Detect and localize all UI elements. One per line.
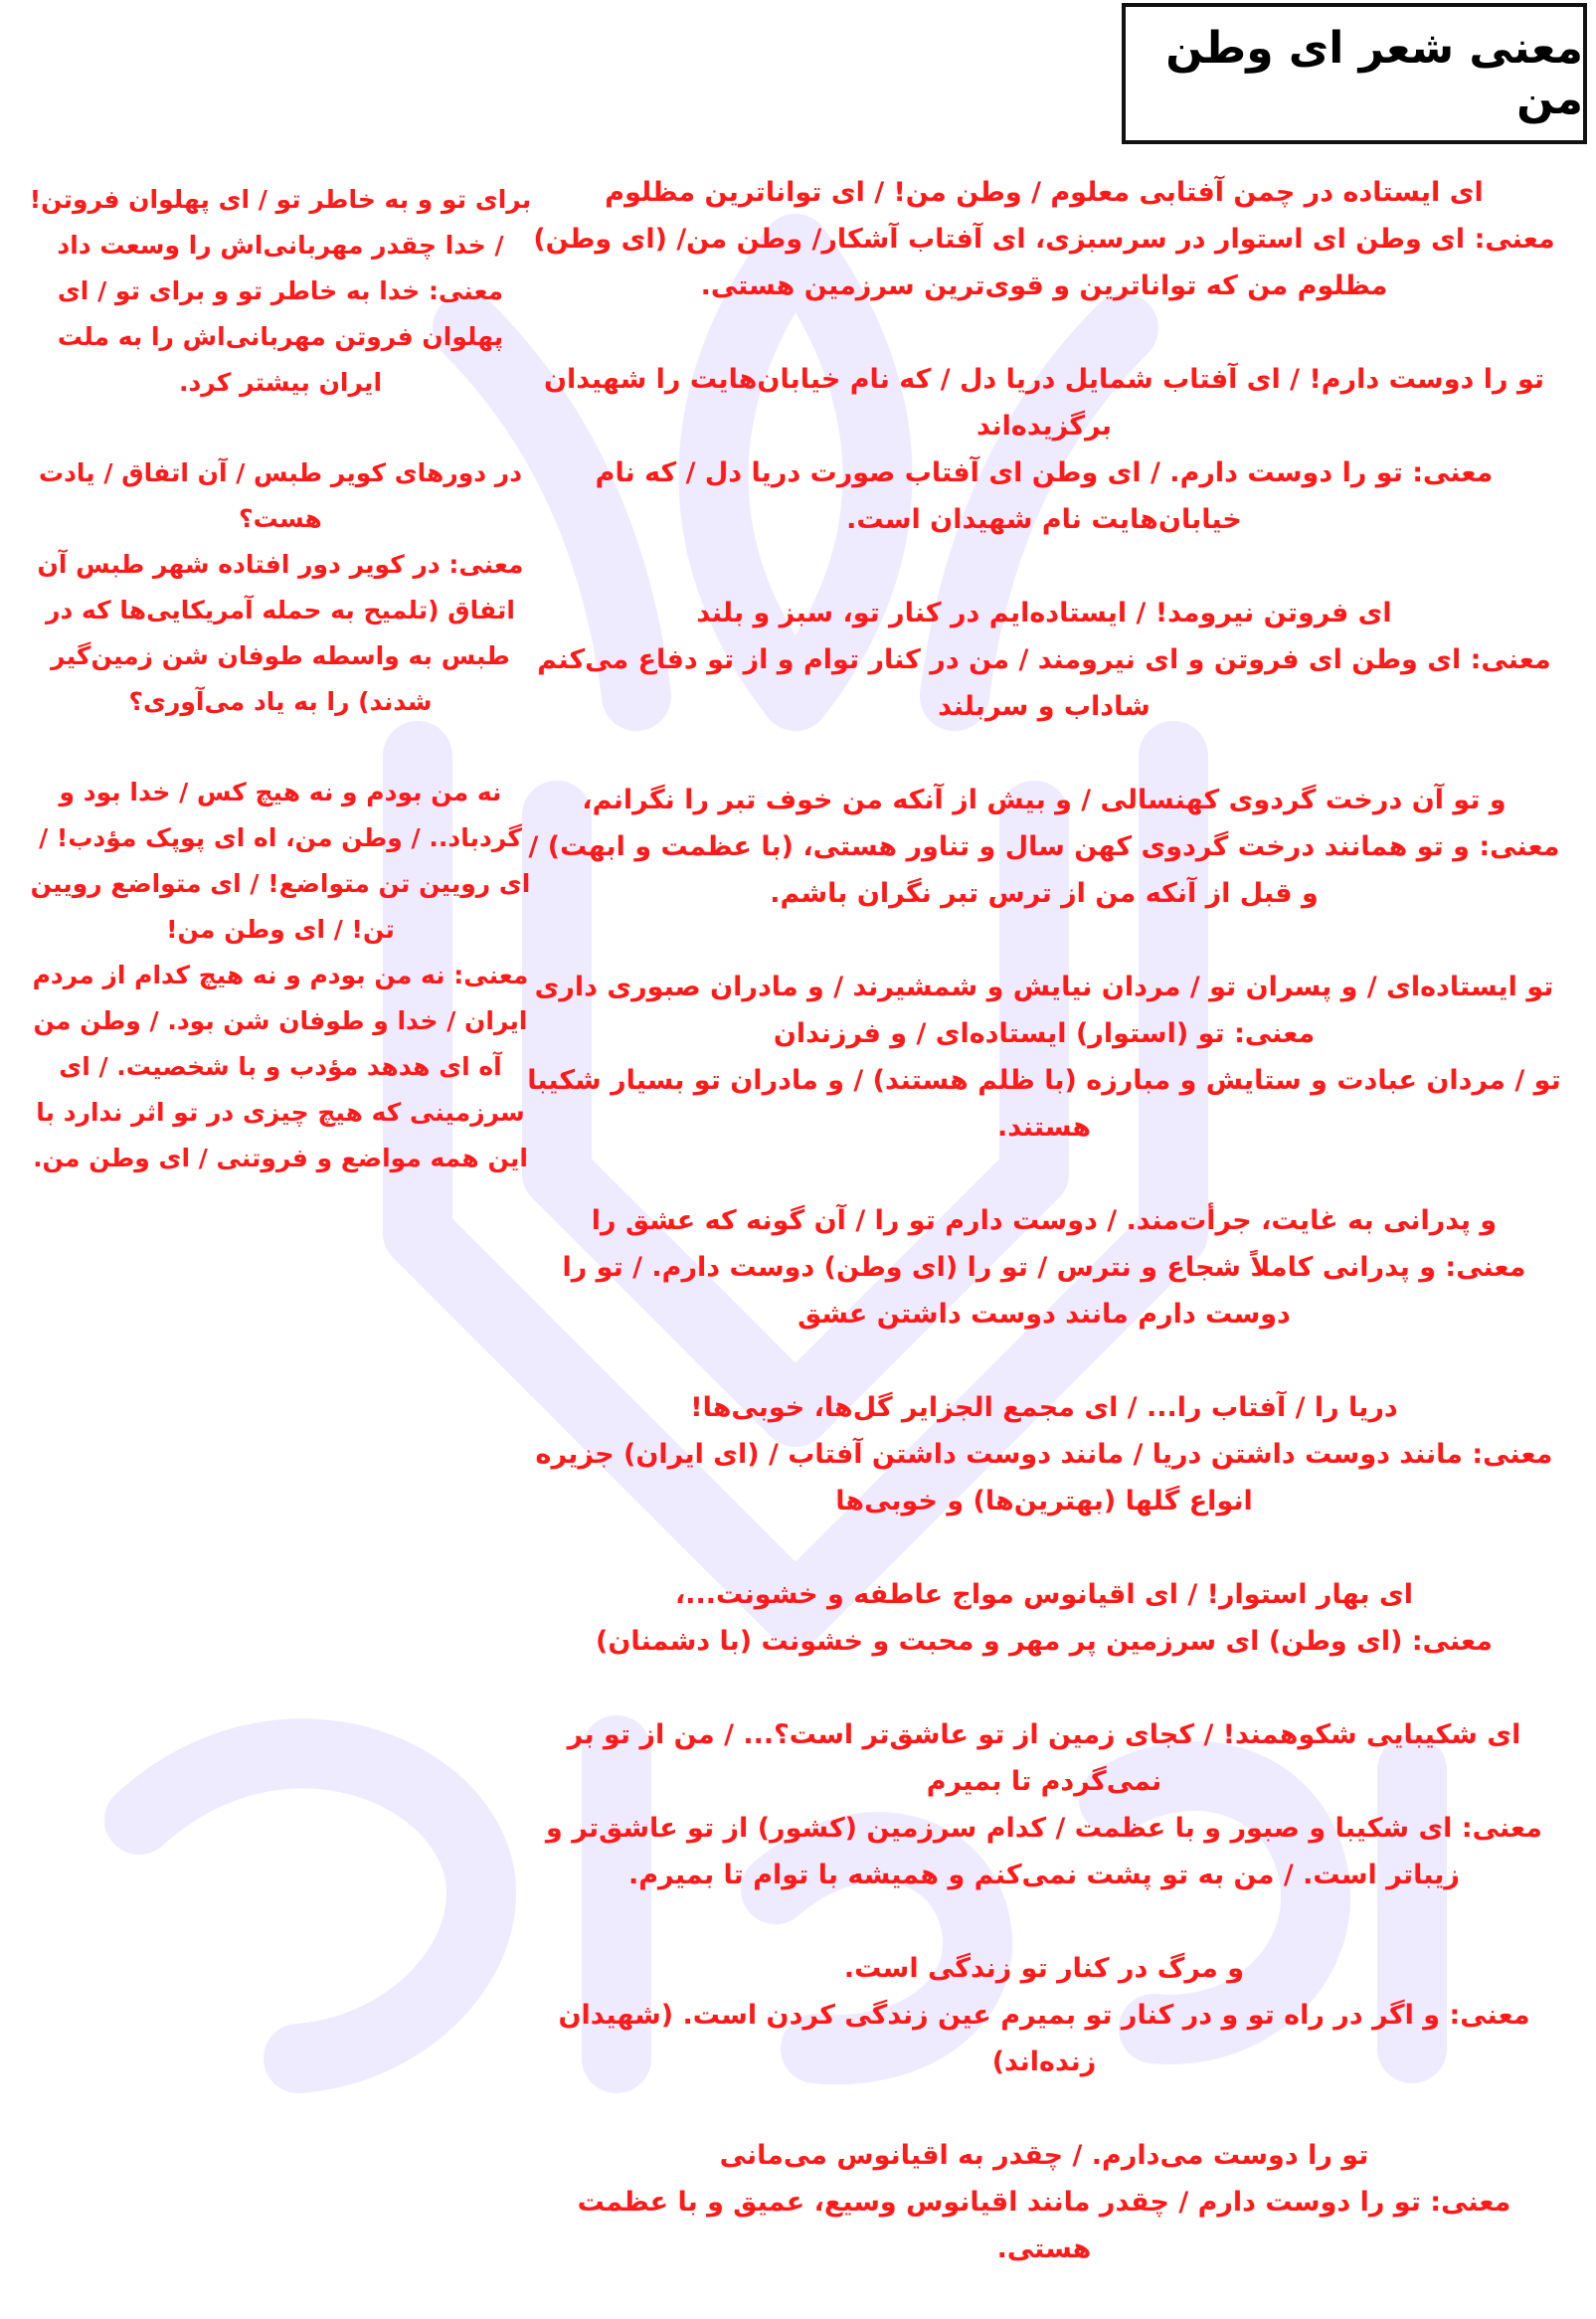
right-stanza [527, 1384, 1561, 1524]
meaning-line: معنی: تو را دوست دارم. / ای وطن ای آفتاب صورت دریا دل / که نام خیابان‌هایت نام شهیدان است. [595, 457, 1494, 535]
poem-line: ای بهار استوار! / ای اقیانوس مواج عاطفه و خشونت...، [675, 1579, 1413, 1610]
right-stanza [527, 1197, 1561, 1338]
poem-line: ای ایستاده در چمن آفتابی معلوم / وطن من! / ای تواناترین مظلوم [605, 177, 1484, 208]
meaning-line: تو / مردان عبادت و ستایش و مبارزه (با ظلم هستند) / و مادران تو بسیار شکیبا هستند. [527, 1065, 1561, 1143]
poem-line: ای فروتن نیرومد! / ایستاده‌ایم در کنار تو، سبز و بلند [696, 598, 1392, 628]
left-stanza [22, 177, 539, 406]
right-stanza [527, 1571, 1561, 1665]
poem-line: و تو آن درخت گردوی کهنسالی / و بیش از آنکه من خوف تبر را نگرانم، [582, 785, 1507, 815]
meaning-line: معنی: و تو همانند درخت گردوی کهن سال و تناور هستی، (با عظمت و ابهت) / و قبل از آنکه من از ترس تبر نگران باشم. [528, 831, 1560, 909]
meaning-line: معنی: (ای وطن) ای سرزمین پر مهر و محبت و خشونت (با دشمنان) [596, 1626, 1493, 1657]
left-stanza [22, 450, 539, 725]
meaning-line: معنی: تو (استوار) ایستاده‌ای / و فرزندان [773, 1018, 1316, 1049]
meaning-line: معنی: مانند دوست داشتن دریا / مانند دوست داشتن آفتاب / (ای ایران) جزیره انواع گلها (بهترین‌ها) و خوبی‌ها [535, 1439, 1553, 1516]
right-stanza [527, 356, 1561, 543]
right-stanza [527, 590, 1561, 730]
poem-line: و مرگ در کنار تو زندگی است. [843, 1953, 1245, 1984]
poem-line: تو ایستاده‌ای / و پسران تو / مردان نیایش و شمشیرند / و مادران صبوری داری [534, 972, 1554, 1002]
poem-line: تو را دوست دارم! / ای آفتاب شمایل دریا دل / که نام خیابان‌هایت را شهیدان برگزیده‌اند [543, 364, 1545, 442]
poem-line: در دورهای کویر طبس / آن اتفاق / یادت هست؟ [38, 458, 523, 533]
poem-line: برای تو و به خاطر تو / ای پهلوان فروتن! / خدا چقدر مهربانی‌اش را وسعت داد [29, 185, 532, 260]
meaning-line: معنی: در کویر دور افتاده شهر طبس آن اتفاق (تلمیح به حمله آمریکایی‌ها که در طبس به واسطه طوفان شن زمین‌گیر شدند) را به یاد می‌آوری؟ [37, 550, 524, 716]
right-stanza [527, 964, 1561, 1151]
right-stanza [527, 1711, 1561, 1898]
right-stanza [527, 2132, 1561, 2272]
poem-line: دریا را / آفتاب را... / ای مجمع الجزایر گل‌ها، خوبی‌ها! [690, 1392, 1398, 1423]
meaning-line: معنی: ای وطن ای استوار در سرسبزی، ای آفتاب آشکار/ وطن من/ (ای وطن) مظلوم من که تواناترین و قوی‌ترین سرزمین هستی. [533, 224, 1555, 301]
left-column [22, 177, 539, 1226]
meaning-line: معنی: خدا به خاطر تو و برای تو / ای پهلوان فروتن مهربانی‌اش را به ملت ایران بیشتر کرد. [57, 276, 504, 397]
meaning-line: معنی: نه من بودم و نه هیچ کدام از مردم ایران / خدا و طوفان شن بود. / وطن من آه ای هدهد مؤدب و با شخصیت. / ای سرزمینی که هیچ چیزی در تو اثر ندارد با این همه مواضع و فروتنی / ای وطن من. [32, 961, 529, 1172]
poem-line: و پدرانی به غایت، جرأت‌مند. / دوست دارم تو را / آن گونه که عشق را [591, 1205, 1498, 1236]
right-stanza [527, 1945, 1561, 2085]
poem-line: نه من بودم و نه هیچ کس / خدا بود و گردباد.. / وطن من، اه ای پوپک مؤدب! / ای رویین تن متواضع! / ای متواضع رویین تن! / ای وطن من! [30, 778, 531, 944]
left-stanza [22, 770, 539, 1181]
right-stanza [527, 777, 1561, 917]
meaning-line: معنی: ای وطن ای فروتن و ای نیرومند / من در کنار توام و از تو دفاع می‌کنم شاداب و سربلند [537, 644, 1551, 722]
page-title: معنی شعر ای وطن من [1165, 23, 1583, 124]
meaning-line: معنی: تو را دوست دارم / چقدر مانند اقیانوس وسیع، عمیق و با عظمت هستی. [577, 2187, 1511, 2264]
poem-line: تو را دوست می‌دارم. / چقدر به اقیانوس می‌مانی [719, 2140, 1369, 2171]
poem-line: ای شکیبایی شکوهمند! / کجای زمین از تو عاشق‌تر است؟... / من از تو بر نمی‌گردم تا بمیرم [567, 1719, 1521, 1797]
right-column [527, 169, 1561, 2319]
meaning-line: معنی: ای شکیبا و صبور و با عظمت / کدام سرزمین (کشور) از تو عاشق‌تر و زیباتر است. / من به تو پشت نمی‌کنم و همیشه با توام تا بمیرم. [546, 1813, 1542, 1890]
meaning-line: معنی: و اگر در راه تو و در کنار تو بمیرم عین زندگی کردن است. (شهیدان زنده‌اند) [558, 2000, 1530, 2077]
title-box [1122, 3, 1587, 144]
right-stanza [527, 169, 1561, 309]
meaning-line: معنی: و پدرانی کاملاً شجاع و نترس / تو را (ای وطن) دوست دارم. / تو را دوست دارم مانند دوست داشتن عشق [562, 1252, 1526, 1330]
